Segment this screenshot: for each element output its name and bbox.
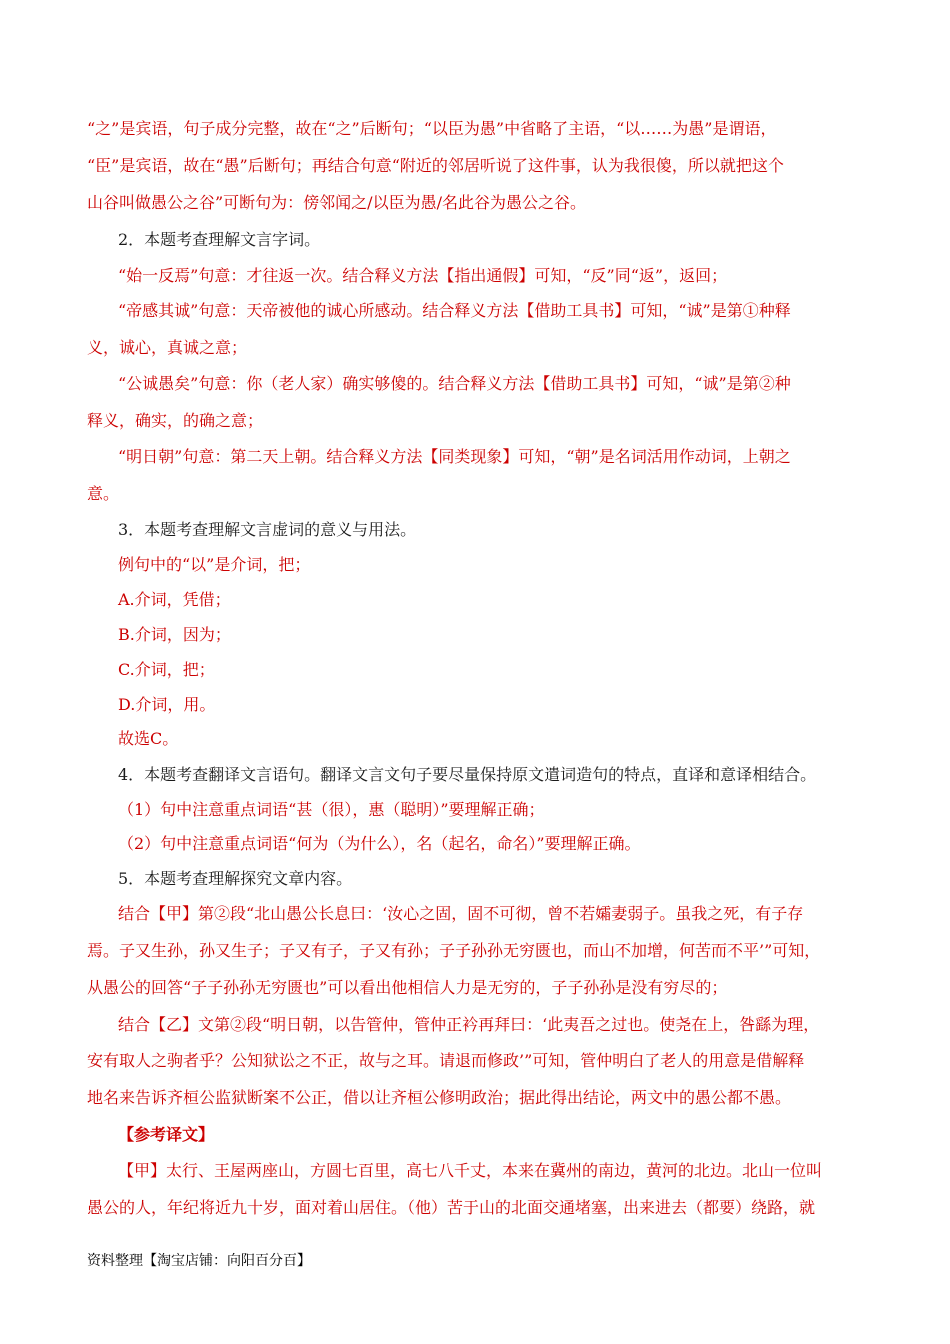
answer-line: 结合【乙】文第②段“明日朝，以告管仲，管仲正衿再拜曰：‘此夷吾之过也。使尧在上，咎繇为理，: [118, 1015, 820, 1034]
answer-line: 意。: [87, 484, 120, 503]
section-heading: 【参考译文】: [118, 1125, 215, 1144]
answer-line: 地名来告诉齐桓公监狱断案不公正，借以让齐桓公修明政治；据此得出结论，两文中的愚公都不愚。: [87, 1088, 792, 1107]
answer-line: 例句中的“以”是介词，把；: [118, 555, 311, 574]
answer-line: 故选C。: [118, 729, 179, 748]
answer-line: 安有取人之驹者乎？公知狱讼之不正，故与之耳。请退而修政’”可知，管仲明白了老人的用意是借解释: [87, 1051, 805, 1070]
answer-line: “帝感其诚”句意：天帝被他的诚心所感动。结合释义方法【借助工具书】可知，“诚”是第①种释: [118, 301, 791, 320]
answer-line: 结合【甲】第②段“北山愚公长息曰：‘汝心之固，固不可彻，曾不若孀妻弱子。虽我之死，有子存: [118, 904, 804, 923]
question-heading: 3．本题考查理解文言虚词的意义与用法。: [118, 520, 417, 539]
option-line: D.介词，用。: [118, 695, 216, 714]
answer-line: “明日朝”句意：第二天上朝。结合释义方法【同类现象】可知，“朝”是名词活用作动词，上朝之: [118, 447, 791, 466]
question-heading: 4．本题考查翻译文言语句。翻译文言文句子要尽量保持原文遣词造句的特点，直译和意译相结合。: [118, 765, 817, 784]
option-line: A.介词，凭借；: [118, 590, 231, 609]
option-line: B.介词，因为；: [118, 625, 231, 644]
question-heading: 5．本题考查理解探究文章内容。: [118, 869, 353, 888]
answer-line: 释义，确实，的确之意；: [87, 411, 264, 430]
answer-line: 从愚公的回答“子子孙孙无穷匮也”可以看出他相信人力是无穷的，子子孙孙是没有穷尽的；: [87, 978, 728, 997]
translation-line: 【甲】太行、王屋两座山，方圆七百里，高七八千丈，本来在冀州的南边，黄河的北边。北山一位叫: [118, 1161, 823, 1180]
page-footer: 资料整理【淘宝店铺：向阳百分百】: [87, 1253, 311, 1269]
answer-line: （2）句中注意重点词语“何为（为什么），名（起名，命名）”要理解正确。: [118, 834, 641, 853]
answer-line: 焉。子又生孙，孙又生子；子又有子，子又有孙；子子孙孙无穷匮也，而山不加增，何苦而不平’”可知，: [87, 941, 821, 960]
answer-line: （1）句中注意重点词语“甚（很），惠（聪明）”要理解正确；: [118, 800, 545, 819]
answer-line: 义，诚心，真诚之意；: [87, 338, 248, 357]
question-heading: 2．本题考查理解文言字词。: [118, 230, 321, 249]
answer-line: “臣”是宾语，故在“愚”后断句；再结合句意“附近的邻居听说了这件事，认为我很傻，所以就把这个: [87, 156, 784, 175]
answer-line: 山谷叫做愚公之谷”可断句为：傍邻闻之/以臣为愚/名此谷为愚公之谷。: [87, 193, 586, 212]
answer-line: “公诚愚矣”句意：你（老人家）确实够傻的。结合释义方法【借助工具书】可知，“诚”是第②种: [118, 374, 791, 393]
option-line: C.介词，把；: [118, 660, 215, 679]
answer-line: “始一反焉”句意：才往返一次。结合释义方法【指出通假】可知，“反”同“返”，返回；: [118, 266, 728, 285]
translation-line: 愚公的人，年纪将近九十岁，面对着山居住。（他）苦于山的北面交通堵塞，出来进去（都要）绕路，就: [87, 1198, 816, 1217]
answer-line: “之”是宾语，句子成分完整，故在“之”后断句；“以臣为愚”中省略了主语，“以……为愚”是谓语，: [87, 119, 777, 138]
